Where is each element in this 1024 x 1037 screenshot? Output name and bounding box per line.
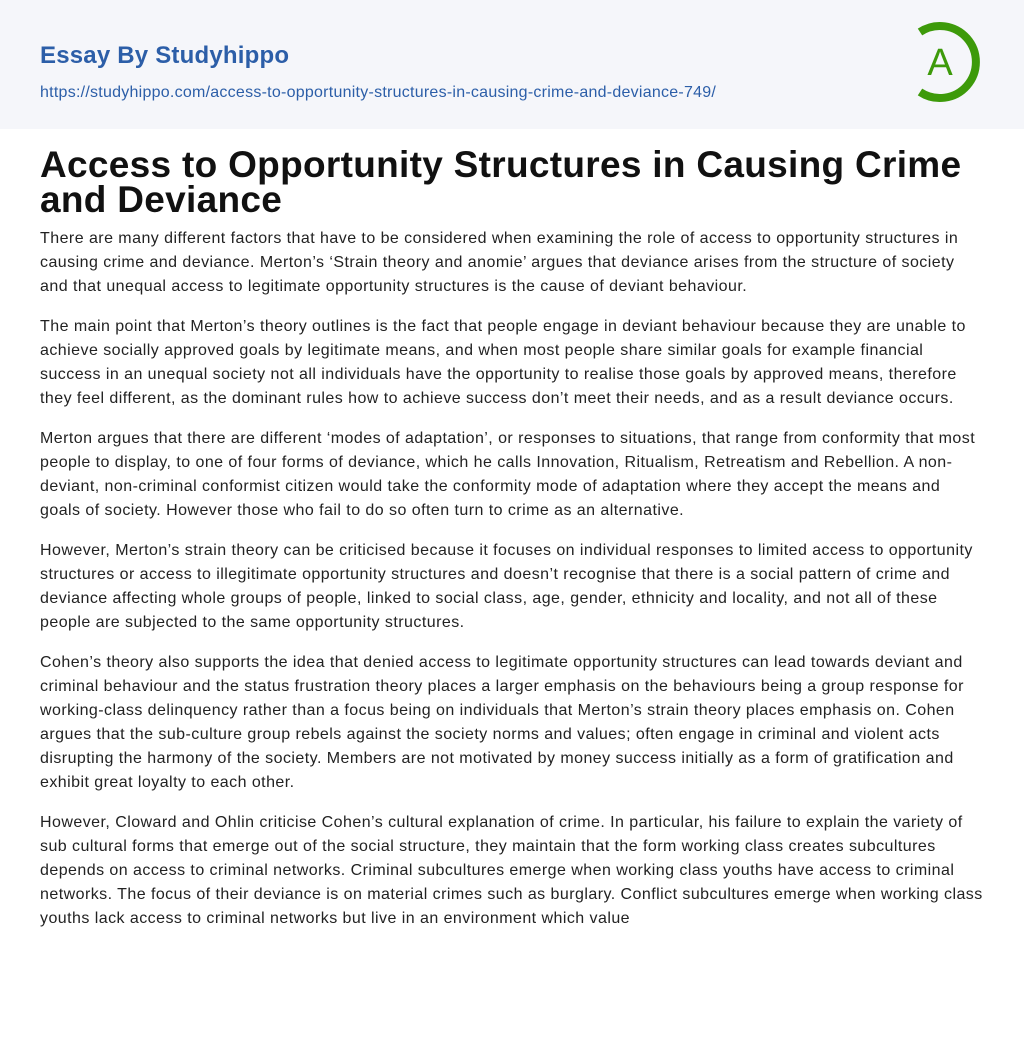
site-header <box>0 0 1024 129</box>
article-paragraph: There are many different factors that have to be considered when examining the role of access to opportunity structures in causing crime and deviance. Merton’s ‘Strain theory and anomie’ argues that deviance arises from the structure of society and that unequal access to legitimate opportunity structures is the cause of deviant behaviour. <box>40 230 959 295</box>
article-paragraph: However, Merton’s strain theory can be criticised because it focuses on individual responses to limited access to opportunity structures or access to illegitimate opportunity structures and doesn’t recognise that there is a social pattern of crime and deviance affecting whole groups of people, linked to social class, age, gender, ethnicity and locality, and not all of these people are subjected to the same opportunity structures. <box>40 542 973 631</box>
essay-url-link[interactable]: https://studyhippo.com/access-to-opportunity-structures-in-causing-crime-and-deviance-749/ <box>40 84 717 101</box>
article-paragraph: Cohen’s theory also supports the idea that denied access to legitimate opportunity structures can lead towards deviant and criminal behaviour and the status frustration theory places a larger emphasis on the behaviours being a group response for working-class delinquency rather than a focus being on individuals that Merton’s strain theory places emphasis on. Cohen argues that the sub-culture group rebels against the society norms and values; often engage in criminal and violent acts disrupting the harmony of the society. Members are not motivated by money success initially as a form of gratification and exhibit great loyalty to each other. <box>40 654 964 791</box>
article <box>0 129 1024 931</box>
logo-letter: A <box>927 42 953 84</box>
brand-title: Essay By Studyhippo <box>40 42 290 69</box>
article-paragraph: However, Cloward and Ohlin criticise Cohen’s cultural explanation of crime. In particular, his failure to explain the variety of sub cultural forms that emerge out of the social structure, they maintain that the form working class creates subcultures depends on access to criminal networks. Criminal subcultures emerge when working class youths have access to criminal networks. The focus of their deviance is on material crimes such as burglary. Conflict subcultures emerge when working class youths lack access to criminal networks but live in an environment which value <box>40 814 983 927</box>
article-title: Access to Opportunity Structures in Causing Crime and Deviance <box>40 144 962 220</box>
article-paragraph: Merton argues that there are different ‘modes of adaptation’, or responses to situations, that range from conformity that most people to display, to one of four forms of deviance, which he calls Innovation, Ritualism, Retreatism and Rebellion. A non-deviant, non-criminal conformist citizen would take the conformity mode of adaptation where they accept the means and goals of society. However those who fail to do so often turn to crime as an alternative. <box>40 430 976 519</box>
studyhippo-logo-icon[interactable] <box>906 20 988 104</box>
article-paragraph: The main point that Merton’s theory outlines is the fact that people engage in deviant behaviour because they are unable to achieve socially approved goals by legitimate means, and when most people share similar goals for example financial success in an unequal society not all individuals have the opportunity to realise those goals by approved means, therefore they feel different, as the dominant rules how to achieve success don’t meet their needs, and as a result deviance occurs. <box>40 318 966 407</box>
